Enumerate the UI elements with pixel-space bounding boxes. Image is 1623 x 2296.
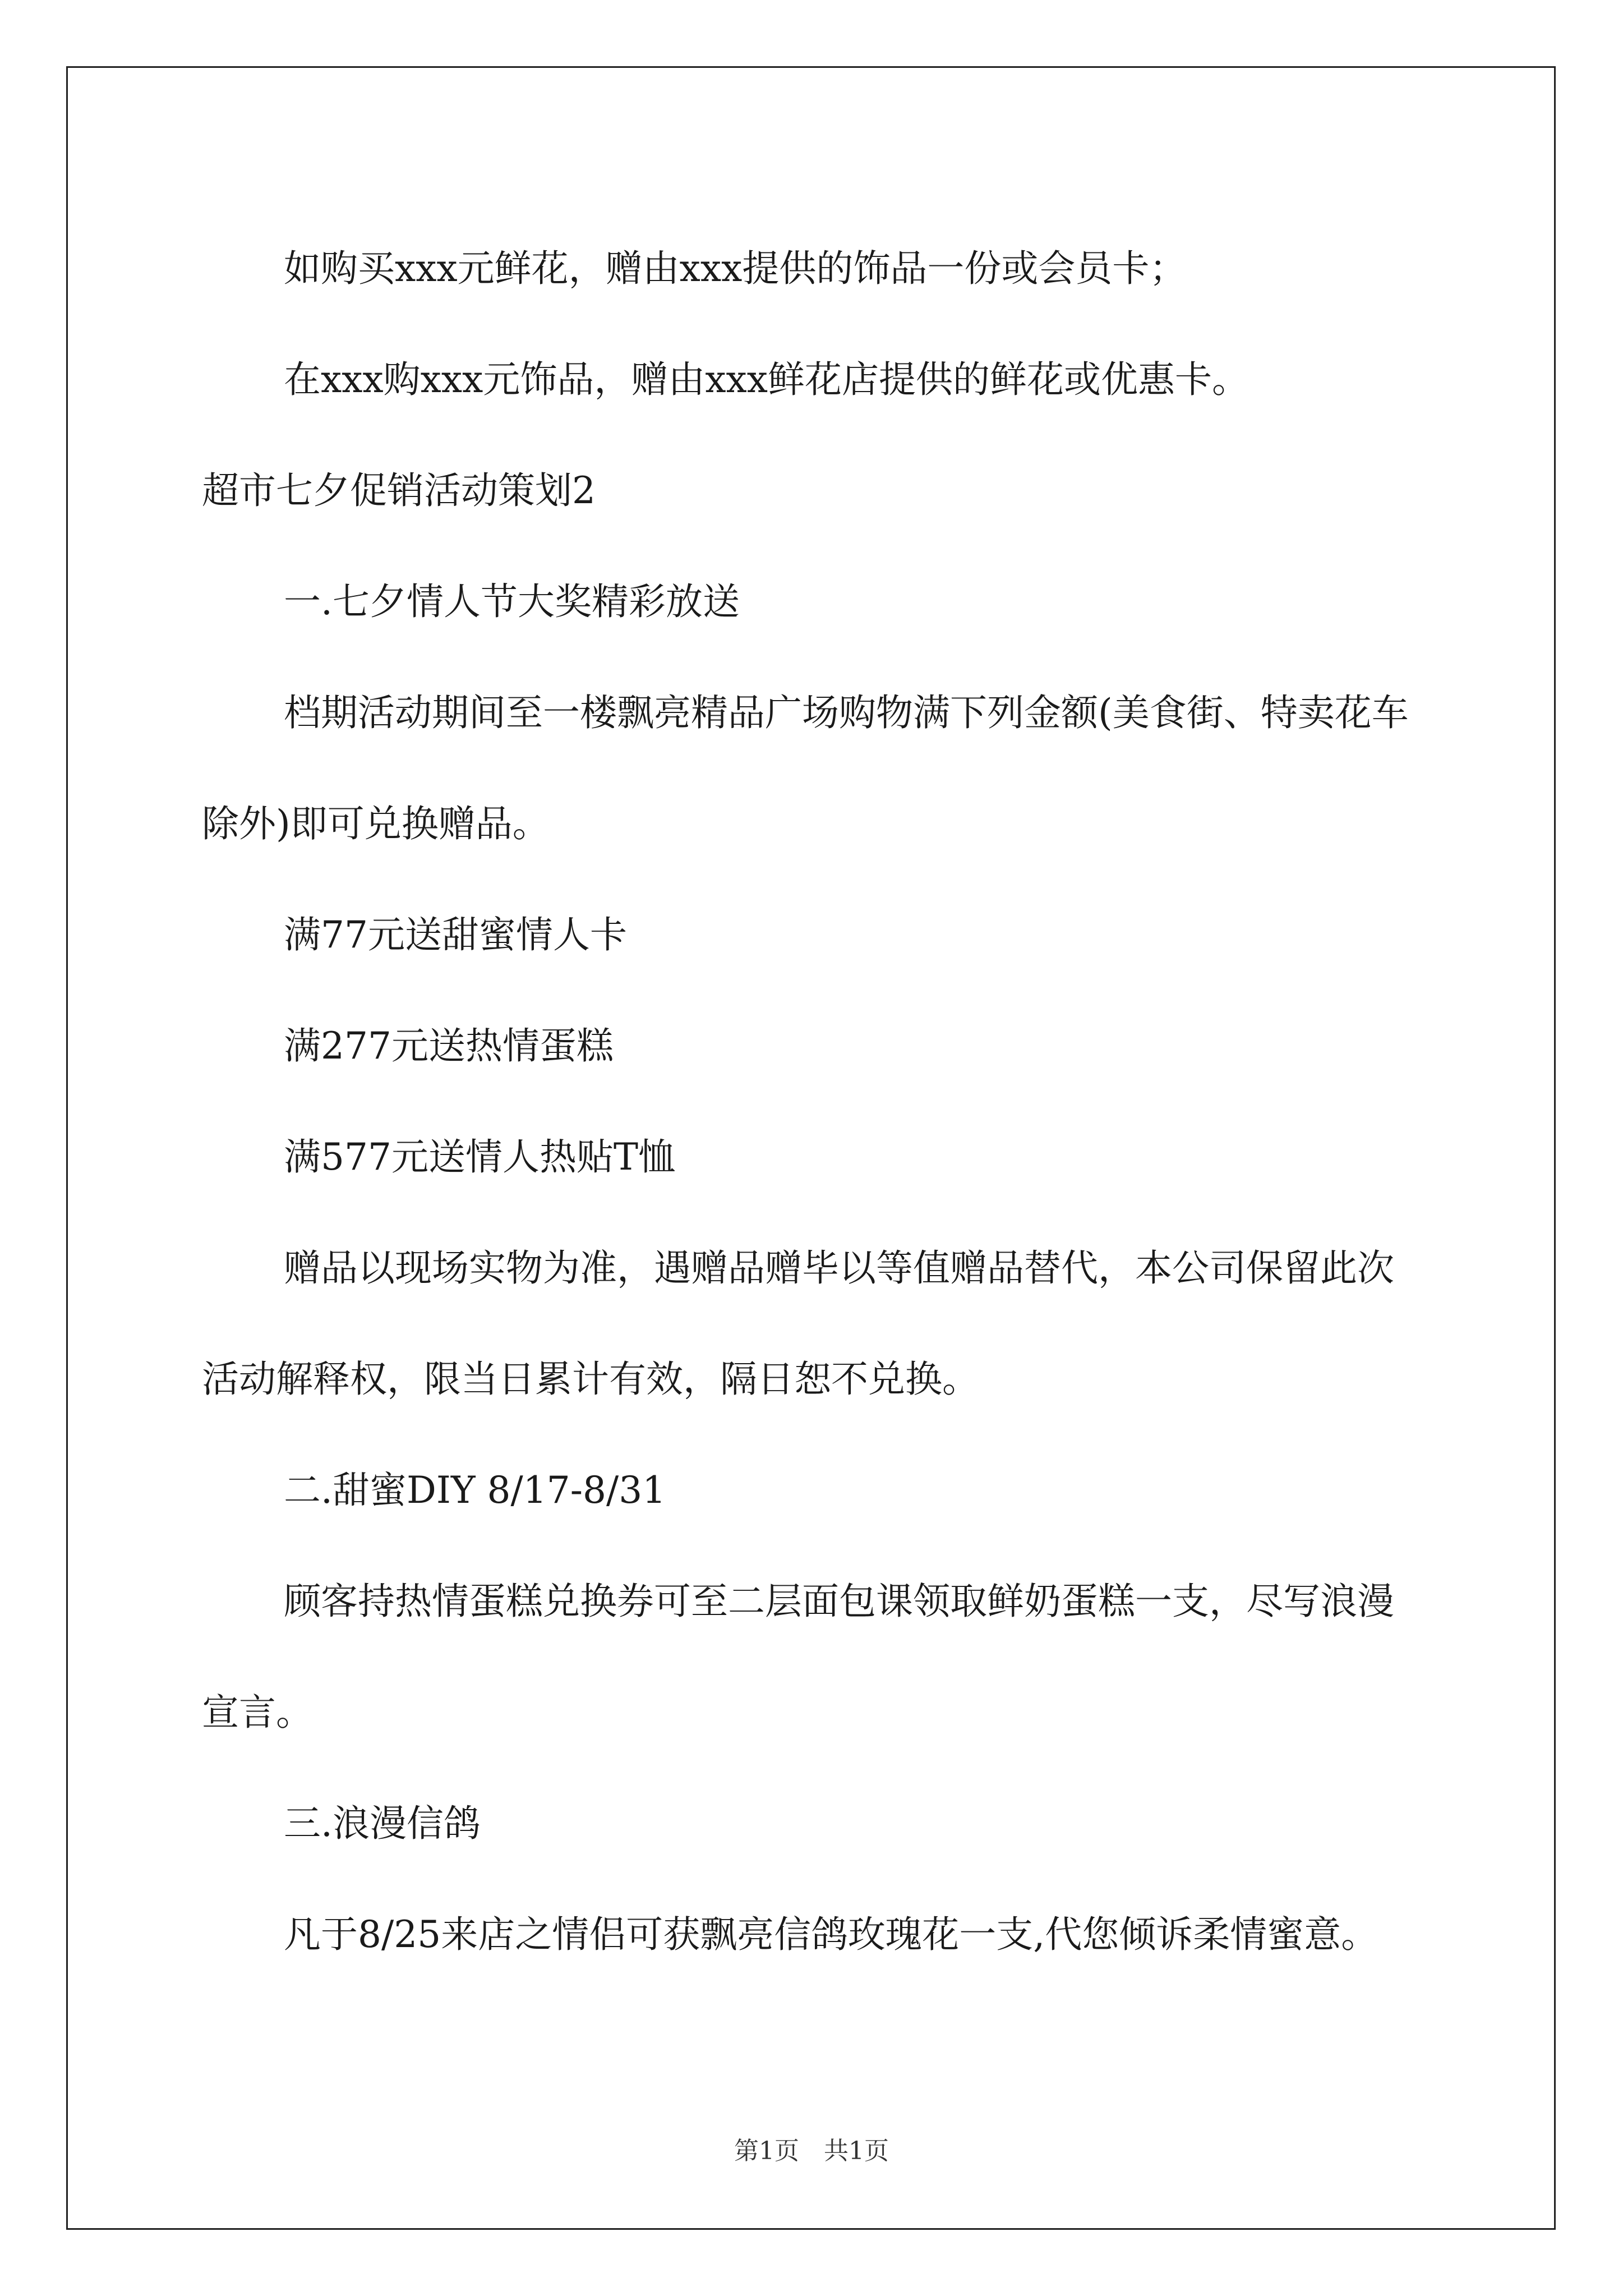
paragraph-exchange-rules: 档期活动期间至一楼飘亮精品广场购物满下列金额(美食街、特卖花车除外)即可兑换赠品。 — [202, 691, 1409, 845]
list-item-tier-577: 满577元送情人热贴T恤 — [284, 1135, 675, 1179]
list-item-tier-77: 满77元送甜蜜情人卡 — [284, 913, 627, 956]
page-number-footer: 第1页 共1页 — [734, 2137, 889, 2165]
paragraph-couple-rose: 凡于8/25来店之情侣可获飘亮信鸽玫瑰花一支,代您倾诉柔情蜜意。 — [284, 1913, 1378, 1956]
heading-grand-prize: 一.七夕情人节大奖精彩放送 — [284, 580, 740, 623]
list-item-tier-277: 满277元送热情蛋糕 — [284, 1024, 614, 1068]
paragraph-gift-terms: 赠品以现场实物为准，遇赠品赠毕以等值赠品替代，本公司保留此次活动解释权，限当日累计有效，隔日恕不兑换。 — [202, 1246, 1394, 1401]
document-body — [202, 213, 1424, 1990]
paragraph-cake-voucher: 顾客持热情蛋糕兑换券可至二层面包课领取鲜奶蛋糕一支，尽写浪漫宣言。 — [202, 1580, 1394, 1734]
heading-romantic-pigeon: 三.浪漫信鸽 — [284, 1802, 481, 1845]
paragraph-flower-purchase: 如购买xxx元鲜花，赠由xxx提供的饰品一份或会员卡； — [284, 247, 1187, 290]
section-title: 超市七夕促销活动策划2 — [202, 469, 596, 512]
paragraph-accessory-purchase: 在xxx购xxx元饰品，赠由xxx鲜花店提供的鲜花或优惠卡。 — [284, 358, 1249, 401]
heading-sweet-diy: 二.甜蜜DIY 8/17-8/31 — [284, 1469, 666, 1512]
